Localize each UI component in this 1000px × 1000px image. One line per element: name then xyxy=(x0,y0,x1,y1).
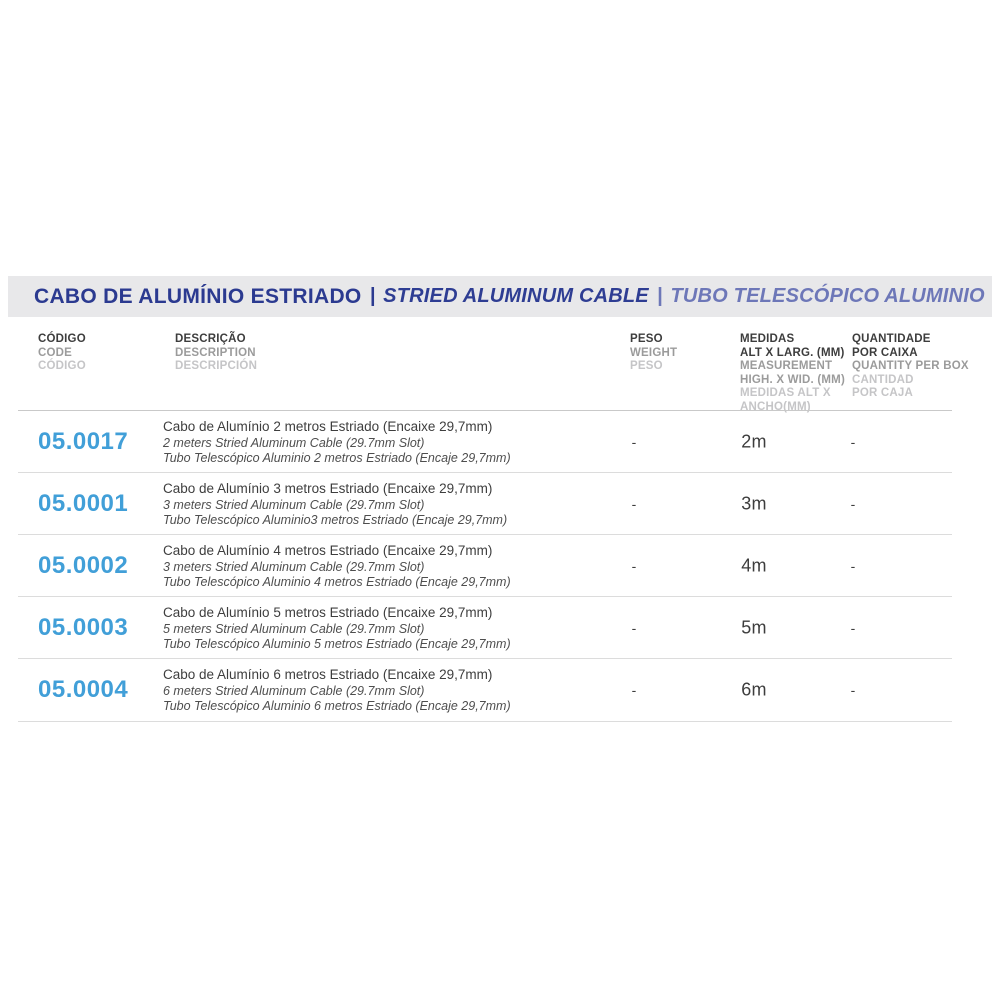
column-header-medidas: MEDIDAS ALT X LARG. (MM) MEASUREMENT HIGH. X WID. (MM) MEDIDAS ALT X ANCHO(MM) xyxy=(740,333,845,413)
description-en: 3 meters Stried Aluminum Cable (29.7mm Slot) xyxy=(163,559,425,574)
column-header-descricao: DESCRIÇÃO DESCRIPTION DESCRIPCIÓN xyxy=(175,333,258,372)
description-es: Tubo Telescópico Aluminio 5 metros Estriado (Encaje 29,7mm) xyxy=(163,636,511,651)
description-pt: Cabo de Alumínio 4 metros Estriado (Encaixe 29,7mm) xyxy=(163,542,493,558)
measure-value: 6m xyxy=(741,679,767,700)
description-es: Tubo Telescópico Aluminio 6 metros Estriado (Encaje 29,7mm) xyxy=(163,699,511,713)
description-pt: Cabo de Alumínio 6 metros Estriado (Encaixe 29,7mm) xyxy=(163,667,493,682)
title-portuguese: CABO DE ALUMÍNIO ESTRIADO xyxy=(34,284,362,308)
table-row xyxy=(18,659,952,722)
product-code: 05.0003 xyxy=(38,613,129,641)
weight-value: - xyxy=(631,433,637,450)
description-pt: Cabo de Alumínio 3 metros Estriado (Encaixe 29,7mm) xyxy=(163,480,493,496)
description-es: Tubo Telescópico Aluminio 2 metros Estriado (Encaje 29,7mm) xyxy=(163,450,511,465)
weight-value: - xyxy=(631,682,637,698)
quantity-value: - xyxy=(850,619,856,636)
title-spanish: TUBO TELESCÓPICO ALUMINIO xyxy=(670,285,985,307)
description-en: 3 meters Stried Aluminum Cable (29.7mm Slot) xyxy=(163,497,425,512)
column-header-codigo: CÓDIGO CODE CÓDIGO xyxy=(38,333,86,372)
product-description xyxy=(163,418,623,466)
table-row xyxy=(18,473,952,535)
table-row xyxy=(18,535,952,597)
description-pt: Cabo de Alumínio 5 metros Estriado (Encaixe 29,7mm) xyxy=(163,604,493,620)
product-description xyxy=(163,480,623,528)
title-english: STRIED ALUMINUM CABLE xyxy=(383,285,649,307)
weight-value: - xyxy=(631,619,637,636)
table-row xyxy=(18,411,952,473)
product-description xyxy=(163,542,623,590)
description-en: 2 meters Stried Aluminum Cable (29.7mm Slot) xyxy=(163,435,425,450)
product-code: 05.0017 xyxy=(38,427,129,455)
quantity-value: - xyxy=(850,682,856,698)
product-description xyxy=(163,604,623,652)
column-header-peso: PESO WEIGHT PESO xyxy=(630,333,678,372)
description-en: 6 meters Stried Aluminum Cable (29.7mm Slot) xyxy=(163,684,425,698)
measure-value: 4m xyxy=(741,555,767,575)
measure-value: 3m xyxy=(741,493,767,513)
section-title-bar xyxy=(8,276,992,317)
title-separator: | xyxy=(369,285,376,307)
weight-value: - xyxy=(631,557,637,574)
measure-value: 2m xyxy=(741,431,767,451)
quantity-value: - xyxy=(850,495,856,512)
description-pt: Cabo de Alumínio 2 metros Estriado (Encaixe 29,7mm) xyxy=(163,418,493,434)
product-code: 05.0004 xyxy=(38,676,129,703)
column-header-quantidade: QUANTIDADE POR CAIXA QUANTITY PER BOX CANTIDAD POR CAJA xyxy=(852,333,969,399)
description-es: Tubo Telescópico Aluminio3 metros Estriado (Encaje 29,7mm) xyxy=(163,512,508,527)
weight-value: - xyxy=(631,495,637,512)
description-en: 5 meters Stried Aluminum Cable (29.7mm Slot) xyxy=(163,621,425,636)
quantity-value: - xyxy=(850,557,856,574)
product-code: 05.0001 xyxy=(38,489,129,517)
measure-value: 5m xyxy=(741,617,767,637)
product-code: 05.0002 xyxy=(38,551,129,579)
title-separator: | xyxy=(656,285,663,307)
quantity-value: - xyxy=(850,433,856,450)
product-description xyxy=(163,666,623,714)
table-row xyxy=(18,597,952,659)
description-es: Tubo Telescópico Aluminio 4 metros Estriado (Encaje 29,7mm) xyxy=(163,574,511,589)
